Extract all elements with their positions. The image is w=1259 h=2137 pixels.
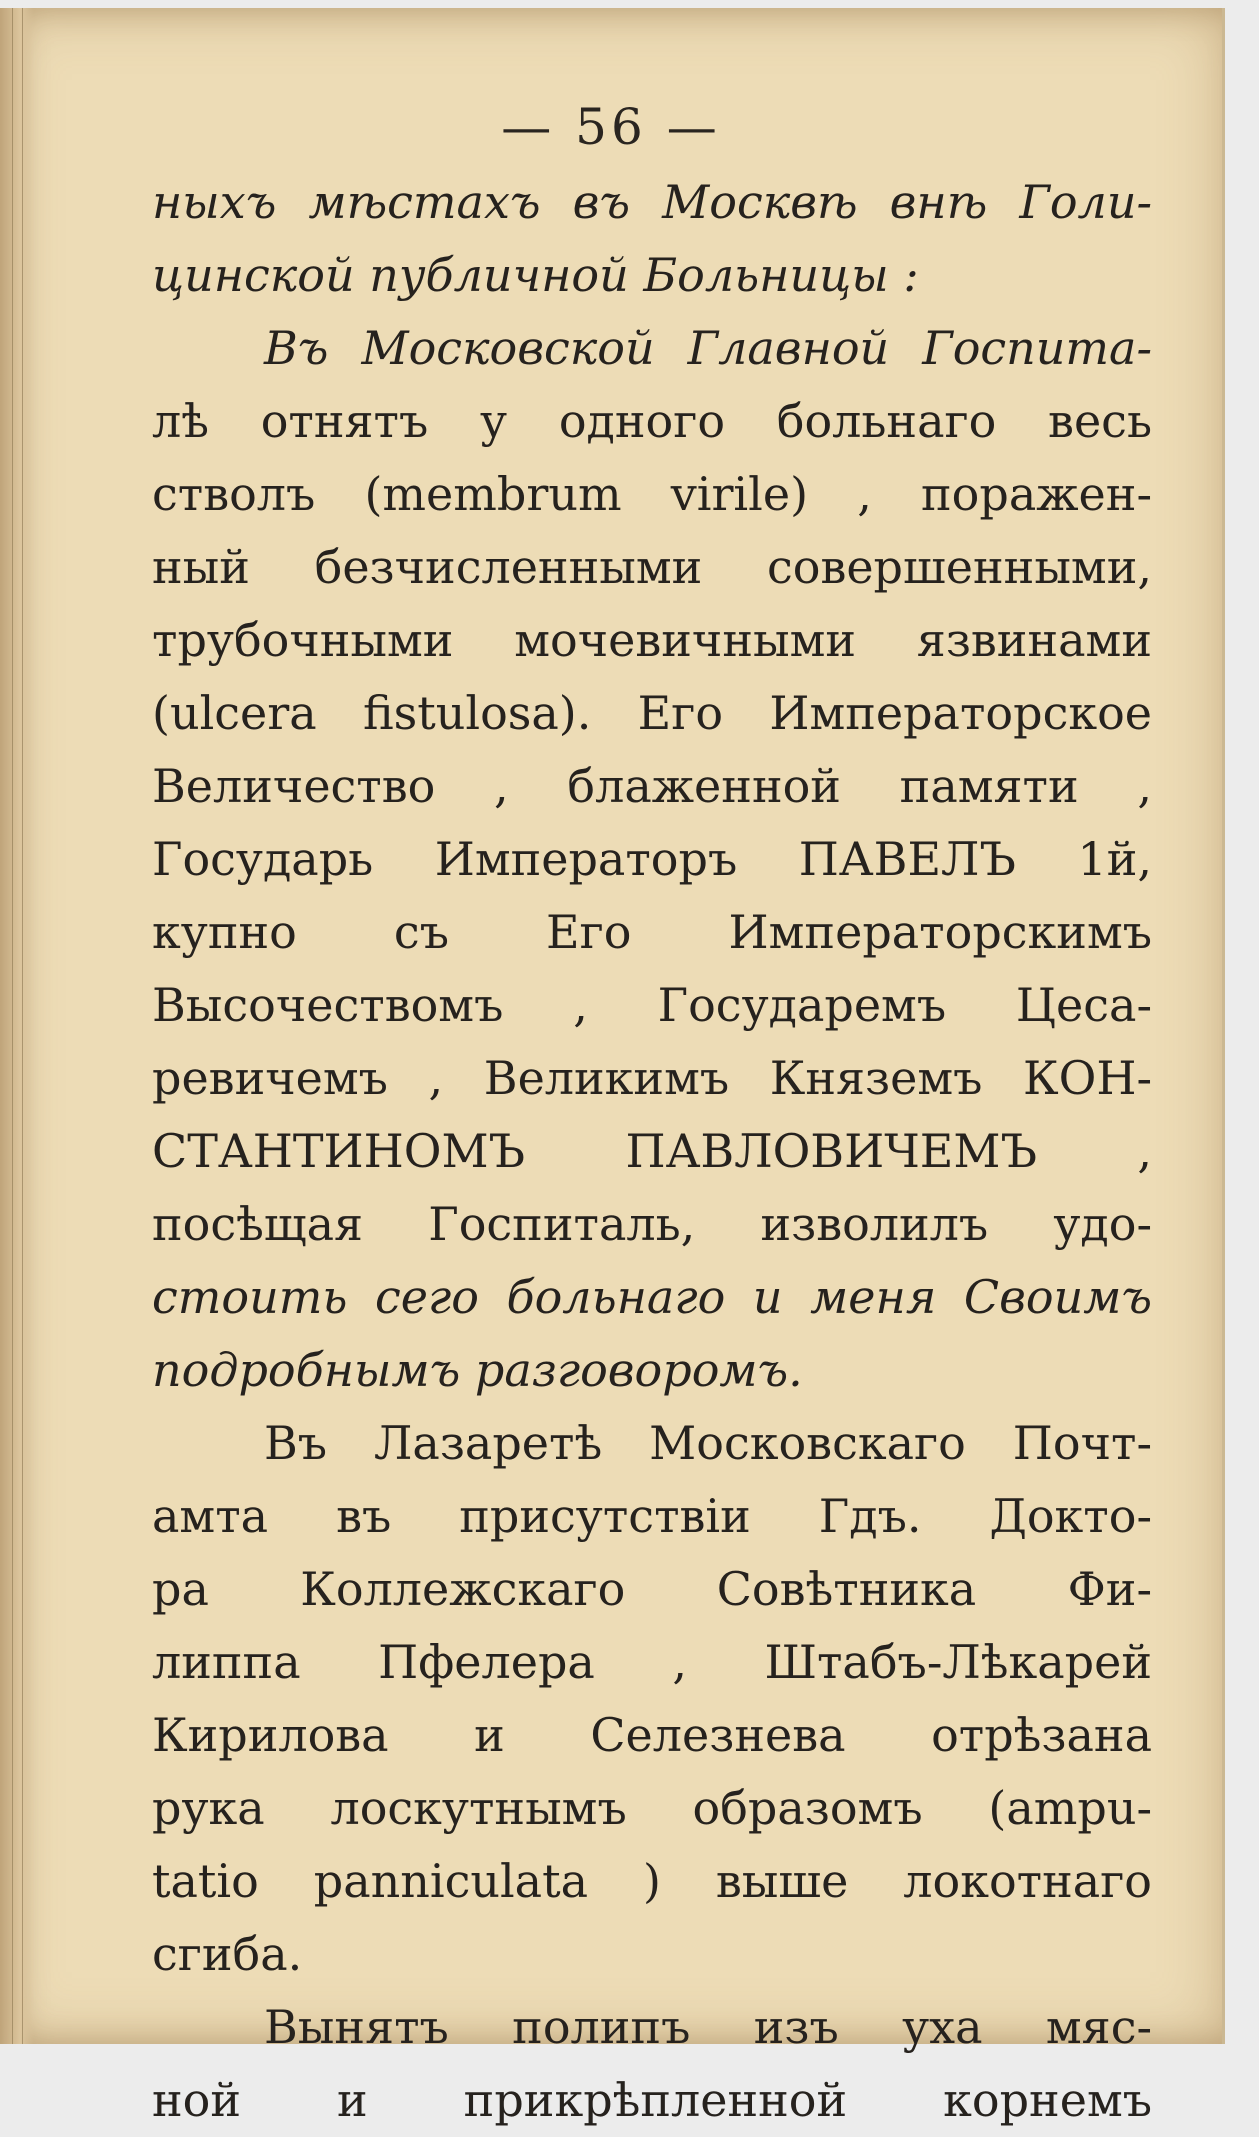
- page-gutter-shadow: [0, 8, 34, 2044]
- text-line: ной и прикрѣпленной корнемъ: [152, 2073, 1152, 2127]
- text-line: СТАНТИНОМЪ ПАВЛОВИЧЕМЪ ,: [152, 1124, 1152, 1178]
- text-line: Въ Московской Главной Госпита-: [264, 321, 1152, 375]
- text-line: подробнымъ разговоромъ.: [152, 1343, 803, 1397]
- text-line: лѣ отнятъ у одного больнаго весь: [152, 394, 1152, 448]
- book-page: [0, 8, 1225, 2127]
- text-line: сгиба.: [152, 1927, 303, 1981]
- text-line: рука лоскутнымъ образомъ (ampu-: [152, 1781, 1152, 1835]
- text-line: Вынятъ полипъ изъ уха мяс-: [264, 2000, 1152, 2054]
- text-line: (ulcera fistulosa). Его Императорское: [152, 686, 1152, 740]
- page-number: — 56 —: [501, 98, 721, 156]
- body-text: [152, 166, 1152, 2137]
- text-line: цинской публичной Больницы :: [152, 248, 919, 302]
- text-line: амта въ присутствіи Гдъ. Доктo-: [152, 1489, 1152, 1543]
- text-line: Высочествомъ , Государемъ Цеса-: [152, 978, 1152, 1032]
- text-line: ра Коллежскаго Совѣтника Фи-: [152, 1562, 1152, 1616]
- text-line: стволъ (membrum virile) , поражен-: [152, 467, 1152, 521]
- page-edge-line: [12, 8, 13, 2044]
- text-line: трубочными мочевичными язвинами: [152, 613, 1152, 667]
- text-line: Въ Лазаретѣ Московскаго Почт-: [264, 1416, 1152, 1470]
- text-line: Величество , блаженной памяти ,: [152, 759, 1152, 813]
- text-line: липпа Пфелера , Штабъ-Лѣкарей: [152, 1635, 1152, 1689]
- text-line: Государь Императоръ ПАВЕЛЪ 1й,: [152, 832, 1152, 886]
- text-line: Кирилова и Селезнева отрѣзана: [152, 1708, 1152, 1762]
- text-line: купно съ Его Императорскимъ: [152, 905, 1152, 959]
- text-line: ревичемъ , Великимъ Княземъ КОН-: [152, 1051, 1152, 1105]
- page-edge-line: [22, 8, 23, 2044]
- text-line: посѣщая Госпиталь, изволилъ удо-: [152, 1197, 1152, 1251]
- text-line: стоить сего больнаго и меня Своимъ: [152, 1270, 1152, 1324]
- text-line: ный безчисленными совершенными,: [152, 540, 1152, 594]
- text-line: ныхъ мѣстахъ въ Москвѣ внѣ Голи-: [152, 175, 1152, 229]
- text-line: tatio panniculata ) выше локотнаго: [152, 1854, 1152, 1908]
